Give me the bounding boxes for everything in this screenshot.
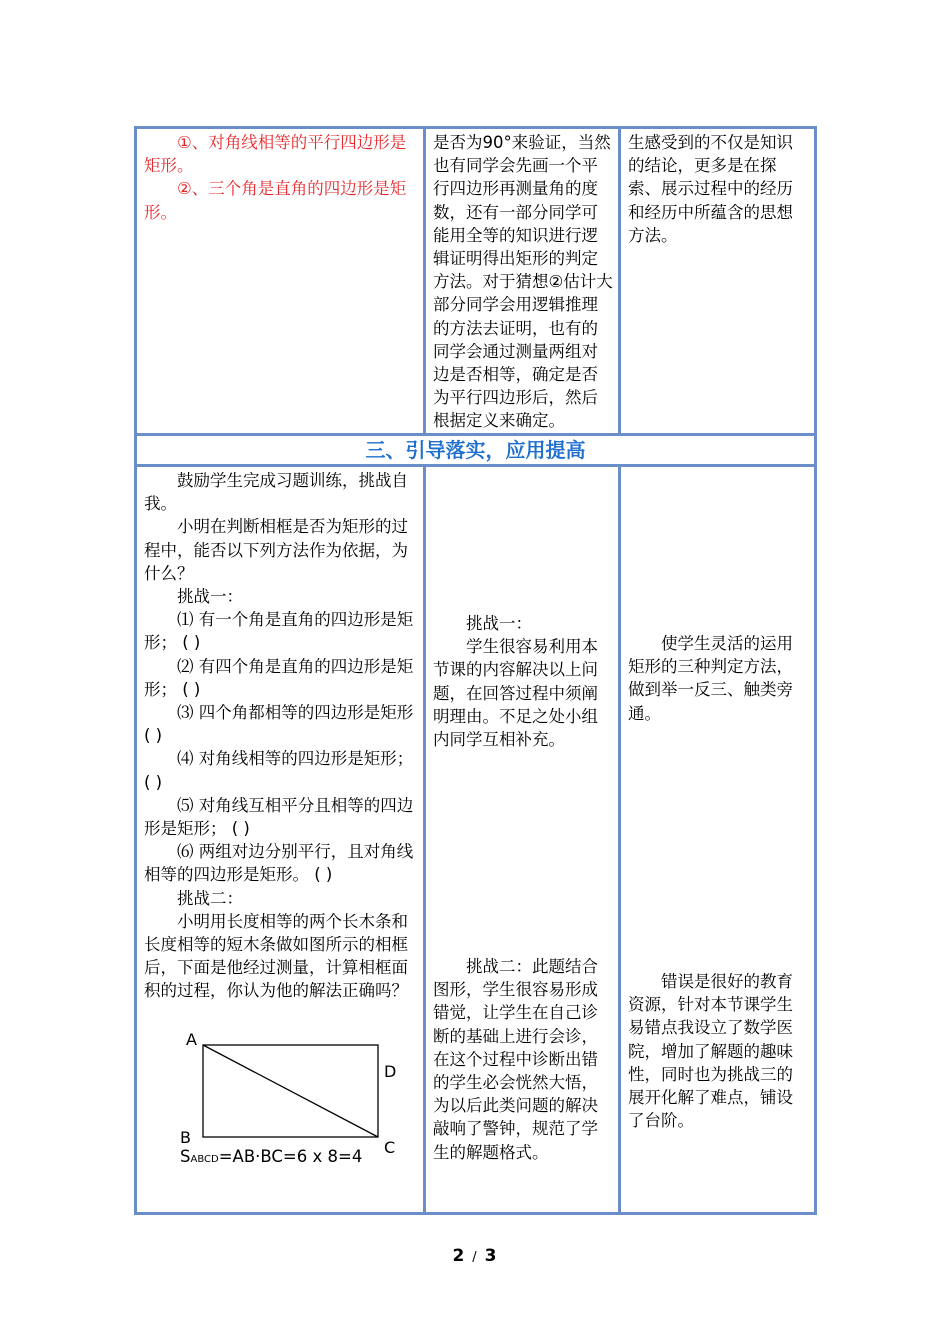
right-text-1: 使学生灵活的运用矩形的三种判定方法，做到举一反三、触类旁通。 (628, 634, 793, 723)
page-number (0, 1246, 950, 1266)
vertex-label-b: B (180, 1128, 191, 1147)
challenge-item: ⑵ 有四个角是直角的四边形是矩形； ( ) (144, 656, 414, 699)
total-pages: 3 (484, 1246, 498, 1266)
question-text: 小明在判断相框是否为矩形的过程中，能否以下列方法作为依据，为什么？ (144, 517, 408, 583)
challenge-item: ⑹ 两组对边分别平行，且对角线相等的四边形是矩形。 ( ) (144, 842, 414, 885)
formula-subscript: ABCD (190, 1154, 219, 1165)
row-divider (134, 464, 817, 467)
conjecture-1: ①、对角线相等的平行四边形是矩形。 (144, 133, 407, 176)
middle-challenge1-text: 学生很容易利用本节课的内容解决以上问题，在回答过程中须阐明理由。不足之处小组内同学互相补充。 (433, 637, 598, 750)
challenge1-title: 挑战一： (177, 587, 243, 607)
row2-middle-cell-a (433, 612, 613, 751)
challenge-item: ⑷ 对角线相等的四边形是矩形； ( ) (144, 749, 414, 792)
middle-challenge2-text: 挑战二：此题结合图形，学生很容易形成错觉，让学生在自己诊断的基础上进行会诊，在这个过程中诊断出错的学生必会恍然大悟，为以后此类问题的解决敲响了警钟，规范了学生的解题格式。 (433, 957, 598, 1162)
challenge-item: ⑸ 对角线互相平分且相等的四边形是矩形； ( ) (144, 795, 414, 839)
vertex-label-a: A (186, 1030, 197, 1049)
right-text-2: 错误是很好的教育资源，针对本节课学生易错点我设立了数学医院，增加了解题的趣味性，同时也为挑战三的展开化解了难点，铺设了台阶。 (628, 972, 793, 1131)
section-title: 三、引导落实，应用提高 (365, 438, 586, 462)
formula-rest: =AB·BC=6 x 8=4 (218, 1147, 363, 1166)
area-formula (180, 1147, 362, 1166)
vertex-label-c: C (384, 1138, 396, 1157)
conjecture-2: ②、三个角是直角的四边形是矩形。 (144, 179, 407, 222)
intro-text: 鼓励学生完成习题训练，挑战自我。 (144, 471, 408, 514)
rectangle-figure (170, 1025, 410, 1160)
current-page: 2 (452, 1246, 466, 1266)
row1-middle-text: 是否为90°来验证，当然也有同学会先画一个平行四边形再测量角的度数，还有一部分同学可能用全等的知识进行逻辑证明得出矩形的判定方法。对于猜想②估计大部分同学会用逻辑推理的方法去证明，也有的同学会通过测量两组对边是否相等，确定是否为平行四边形后，然后根据定义来确定。 (433, 133, 613, 431)
vertex-label-d: D (384, 1062, 397, 1081)
row1-left-cell (144, 131, 412, 224)
column-divider (423, 126, 426, 436)
row1-right-cell (628, 131, 808, 247)
row2-left-cell (144, 469, 414, 1003)
column-divider (618, 126, 621, 436)
page-separator: / (472, 1250, 478, 1265)
row2-right-cell-a (628, 632, 808, 725)
diagonal-ac (203, 1045, 378, 1137)
column-divider (423, 464, 426, 1215)
challenge2-text: 小明用长度相等的两个长木条和长度相等的短木条做如图所示的相框后，下面是他经过测量，计算相框面积的过程，你认为他的解法正确吗？ (144, 911, 408, 1001)
row2-right-cell-b (628, 970, 808, 1132)
middle-challenge1-title: 挑战一： (466, 614, 532, 633)
formula-s: S (180, 1147, 191, 1166)
row2-middle-cell-b (433, 955, 613, 1164)
challenge2-title: 挑战二： (177, 888, 243, 908)
challenge-item: ⑶ 四个角都相等的四边形是矩形 ( ) (144, 703, 414, 746)
column-divider (618, 464, 621, 1215)
challenge-item: ⑴ 有一个角是直角的四边形是矩形； ( ) (144, 610, 414, 653)
row1-middle-cell (433, 131, 613, 433)
row1-right-text: 生感受到的不仅是知识的结论，更多是在探索、展示过程中的经历和经历中所蕴含的思想方法。 (628, 133, 793, 245)
